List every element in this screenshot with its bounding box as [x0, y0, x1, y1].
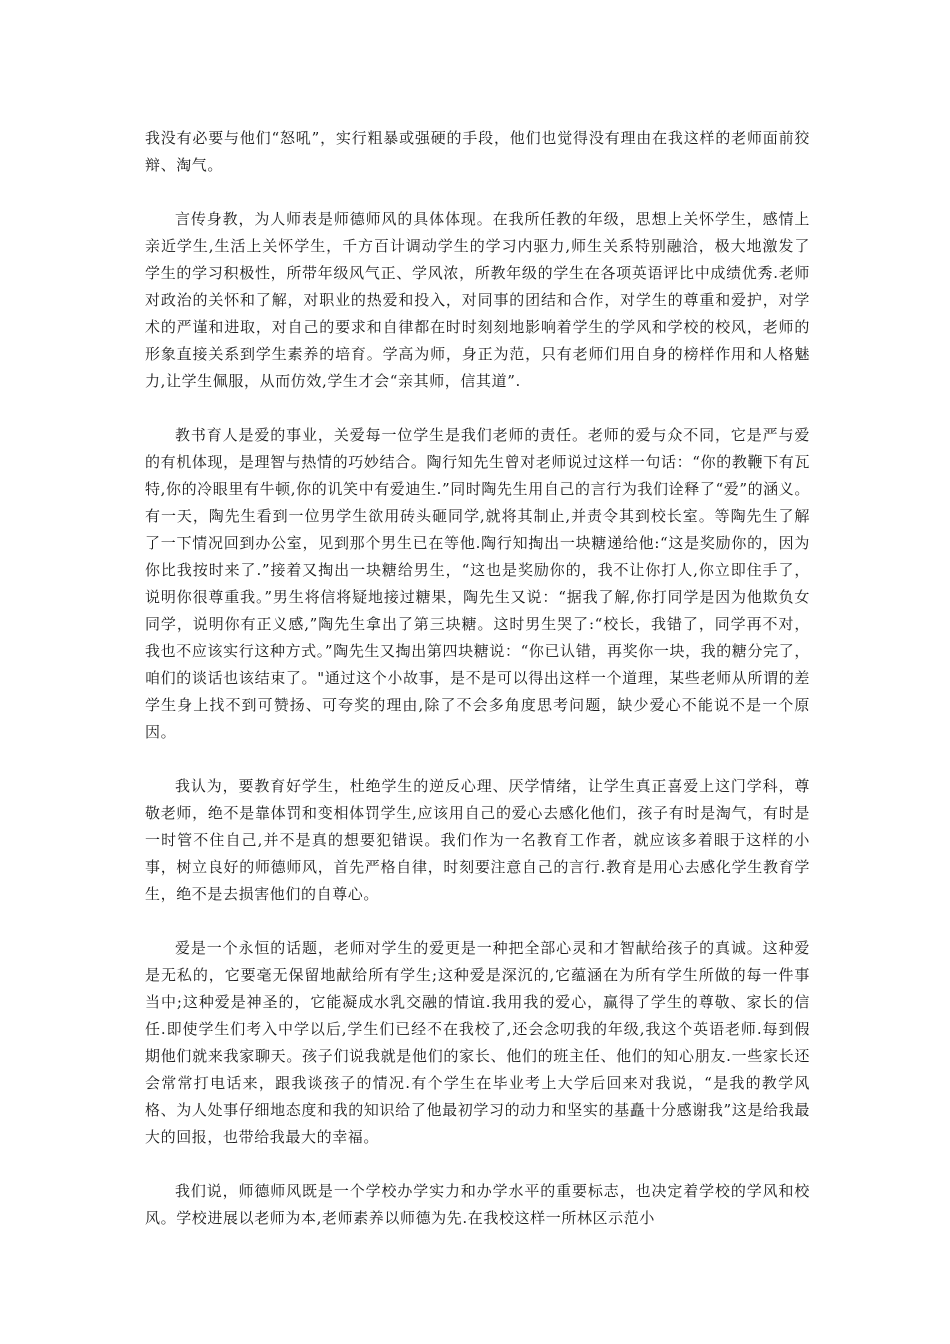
document-body [145, 125, 810, 1259]
paragraph-1: 我没有必要与他们“怒吼”，实行粗暴或强硬的手段，他们也觉得没有理由在我这样的老师面前狡辩、淘气。 [145, 129, 810, 174]
paragraph-2: 言传身教，为人师表是师德师风的具体体现。在我所任教的年级，思想上关怀学生，感情上亲近学生,生活上关怀学生，千方百计调动学生的学习内驱力,师生关系特别融洽，极大地激发了学生的学习积极性，所带年级风气正、学风浓，所教年级的学生在各项英语评比中成绩优秀.老师对政治的关怀和了解，对职业的热爱和投入，对同事的团结和合作，对学生的尊重和爱护，对学术的严谨和进取，对自己的要求和自律都在时时刻刻地影响着学生的学风和学校的校风，老师的形象直接关系到学生素养的培育。学高为师，身正为范，只有老师们用自身的榜样作用和人格魅力,让学生佩服，从而仿效,学生才会“亲其师，信其道”. [145, 210, 810, 390]
paragraph-5: 爱是一个永恒的话题，老师对学生的爱更是一种把全部心灵和才智献给孩子的真诚。这种爱是无私的，它要毫无保留地献给所有学生;这种爱是深沉的,它蕴涵在为所有学生所做的每一件事当中;这种爱是神圣的，它能凝成水乳交融的情谊.我用我的爱心，赢得了学生的尊敬、家长的信任.即使学生们考入中学以后,学生们已经不在我校了,还会念叨我的年级,我这个英语老师.每到假期他们就来我家聊天。孩子们说我就是他们的家长、他们的班主任、他们的知心朋友.一些家长还会常常打电话来，跟我谈孩子的情况.有个学生在毕业考上大学后回来对我说，“是我的教学风格、为人处事仔细地态度和我的知识给了他最初学习的动力和坚实的基矗十分感谢我”这是给我最大的回报，也带给我最大的幸福。 [145, 939, 810, 1146]
paragraph-6: 我们说，师德师风既是一个学校办学实力和办学水平的重要标志，也决定着学校的学风和校风。学校进展以老师为本,老师素养以师德为先.在我校这样一所林区示范小 [145, 1182, 810, 1227]
paragraph-3: 教书育人是爱的事业，关爱每一位学生是我们老师的责任。老师的爱与众不同，它是严与爱的有机体现，是理智与热情的巧妙结合。陶行知先生曾对老师说过这样一句话：“你的教鞭下有瓦特,你的冷眼里有牛顿,你的讥笑中有爱迪生.”同时陶先生用自己的言行为我们诠释了“爱”的涵义。有一天，陶先生看到一位男学生欲用砖头砸同学,就将其制止,并责令其到校长室。等陶先生了解了一下情况回到办公室，见到那个男生已在等他.陶行知掏出一块糖递给他:“这是奖励你的，因为你比我按时来了.”接着又掏出一块糖给男生，“这也是奖励你的，我不让你打人,你立即住手了，说明你很尊重我。”男生将信将疑地接过糖果，陶先生又说：“据我了解,你打同学是因为他欺负女同学，说明你有正义感,”陶先生拿出了第三块糖。这时男生哭了:“校长，我错了，同学再不对，我也不应该实行这种方式。”陶先生又掏出第四块糖说：“你已认错，再奖你一块，我的糖分完了，咱们的谈话也该结束了。"通过这个小故事，是不是可以得出这样一个道理，某些老师从所谓的差学生身上找不到可赞扬、可夸奖的理由,除了不会多角度思考问题，缺少爱心不能说不是一个原因。 [145, 426, 810, 741]
paragraph-4: 我认为，要教育好学生，杜绝学生的逆反心理、厌学情绪，让学生真正喜爱上这门学科，尊敬老师，绝不是靠体罚和变相体罚学生,应该用自己的爱心去感化他们，孩子有时是淘气，有时是一时管不住自己,并不是真的想要犯错误。我们作为一名教育工作者，就应该多着眼于这样的小事，树立良好的师德师风，首先严格自律，时刻要注意自己的言行.教育是用心去感化学生教育学生，绝不是去损害他们的自尊心。 [145, 777, 810, 903]
